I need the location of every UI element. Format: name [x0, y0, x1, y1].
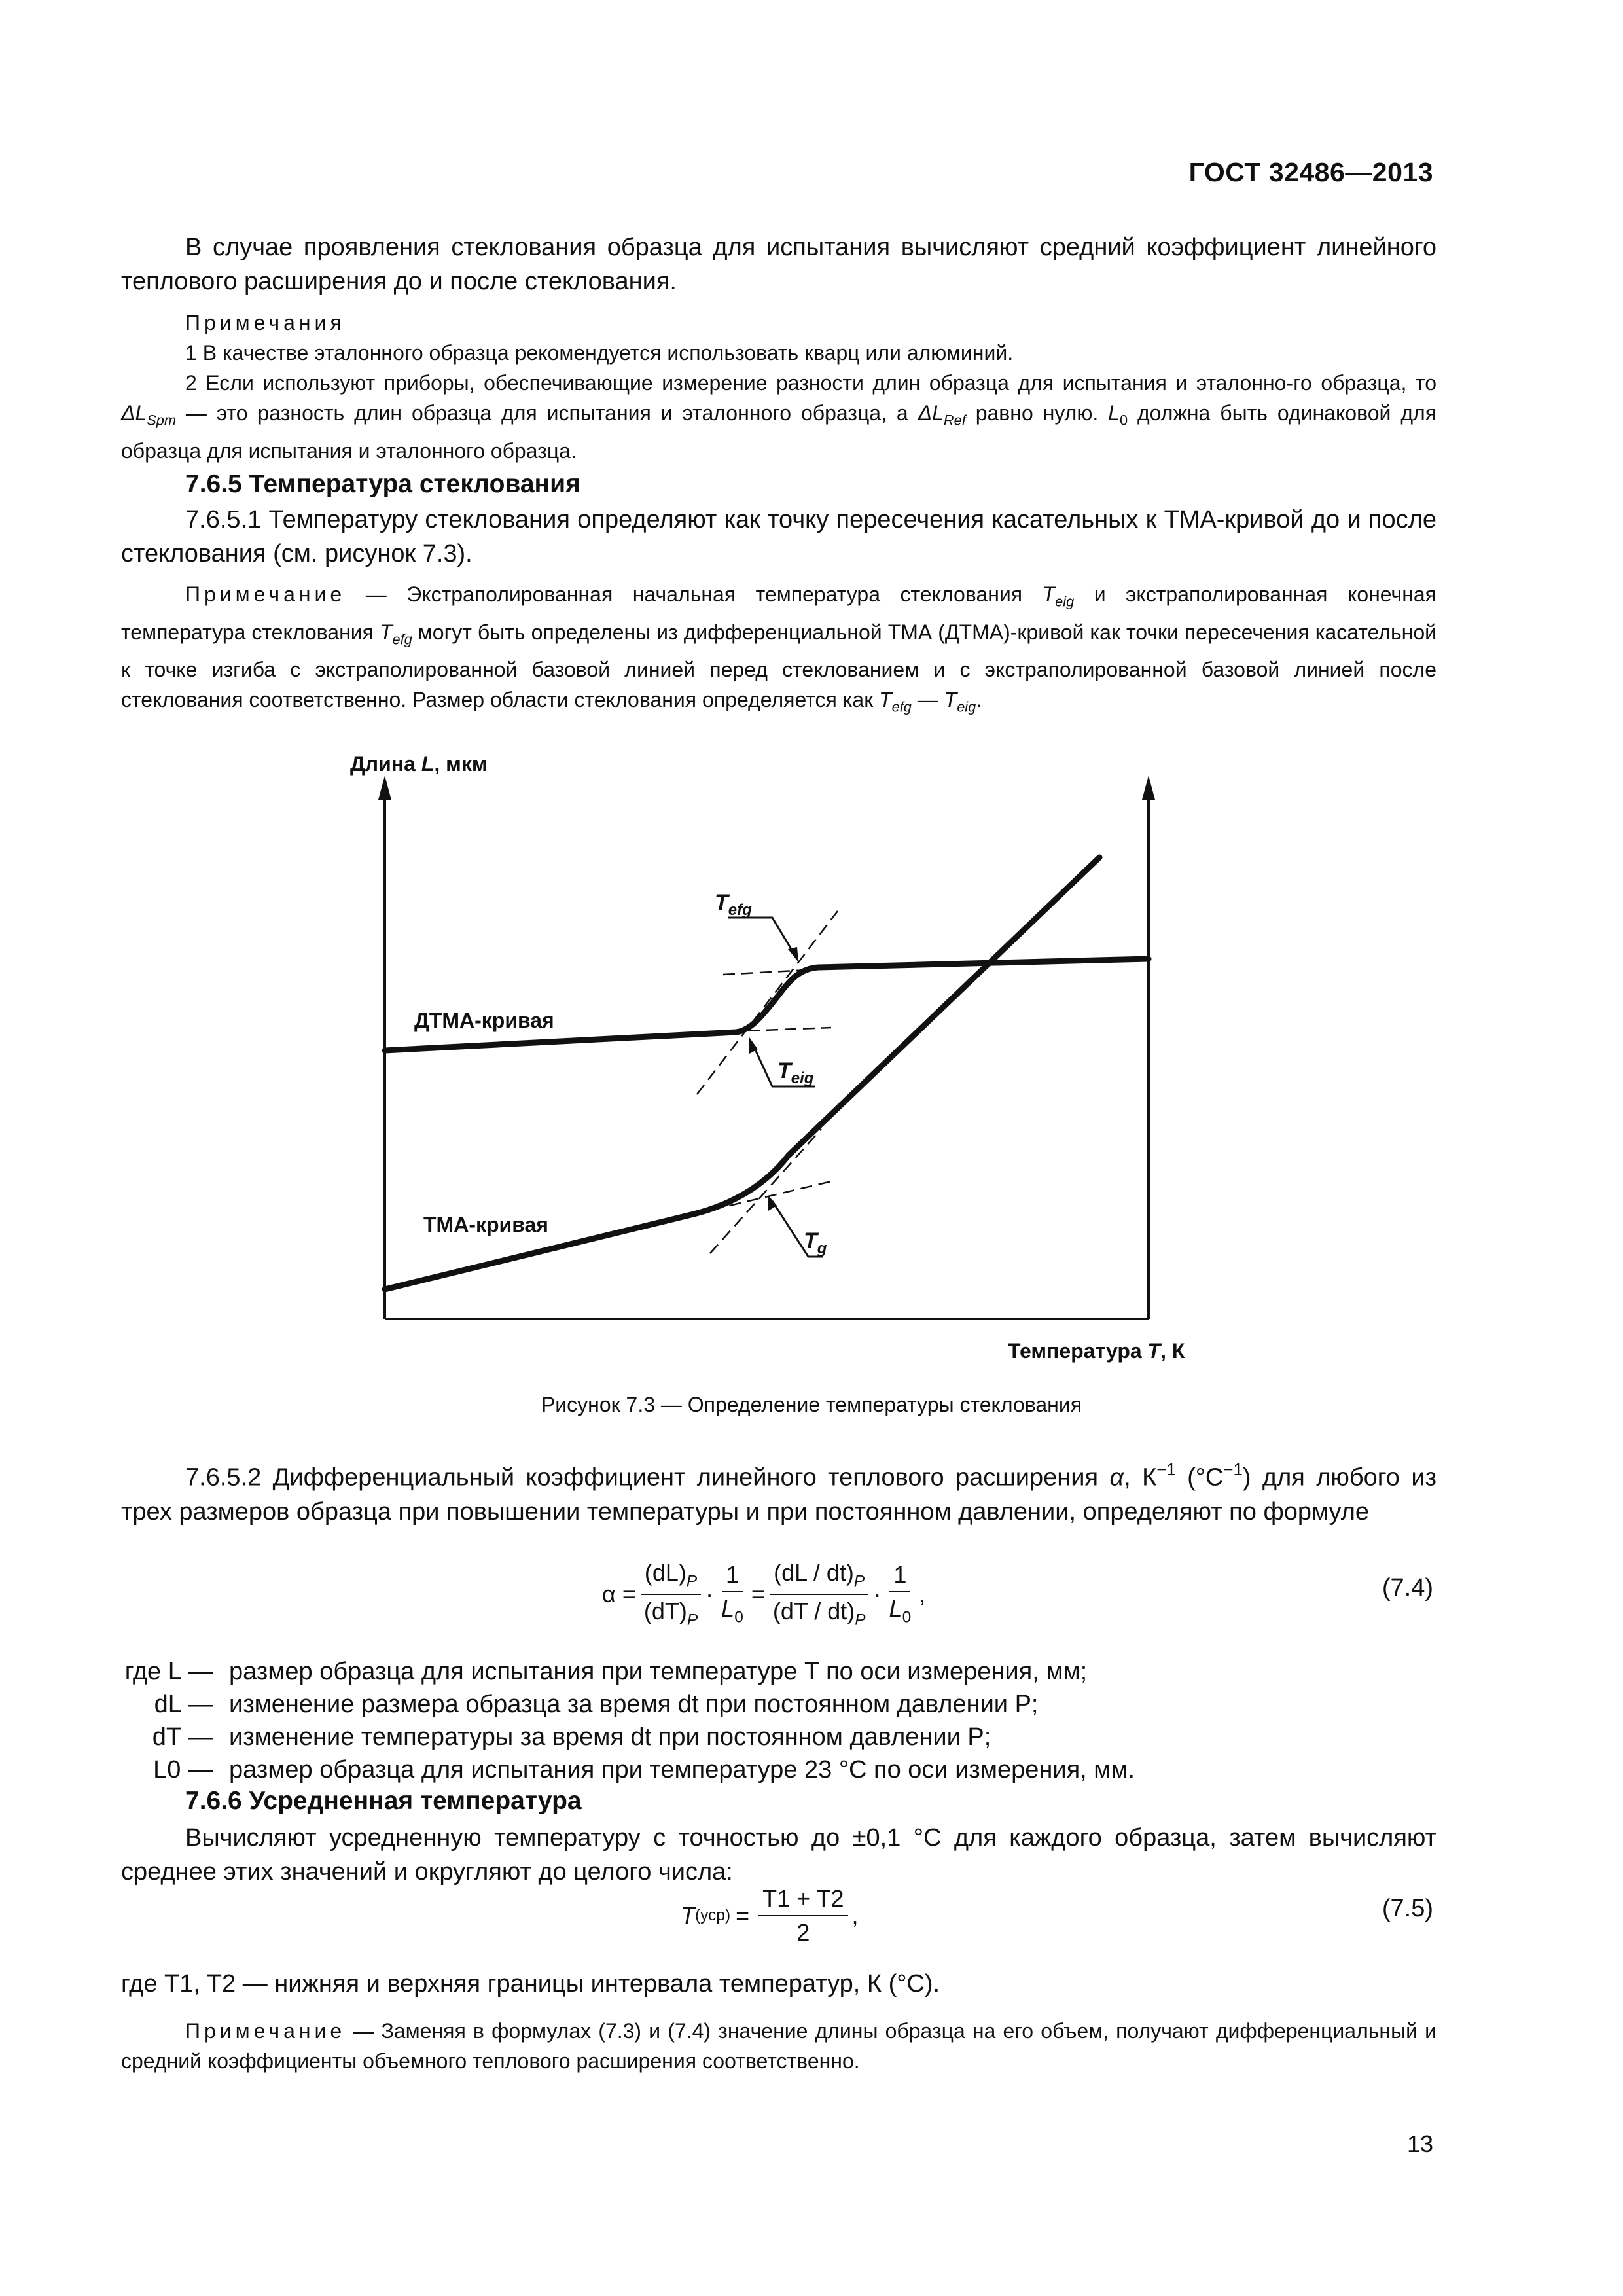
note-2: 2 Если используют приборы, обеспечивающие измерение разности длин образца для испытания и эталонно-го образца, то $\Delta L_{Spm}$ — это разность длин образца для испытания и эталонного образца, а $\Delta L_{Ref}$ равно нулю. $L_0$ должна быть одинаковой для образца для испытания и эталонного образца.: [121, 371, 1437, 463]
intro-paragraph: В случае проявления стеклования образца для испытания вычисляют средний коэффициент линейного теплового расширения до и после стеклования.: [121, 234, 1436, 295]
definition-symbol: dL —: [154, 1691, 213, 1718]
section-heading-7-6-5: 7.6.5 Температура стеклования: [185, 470, 580, 498]
fraction-dLdt-dTdt: $\frac{(dL / dt)_P}{(dT / dt)_P}$: [769, 1559, 870, 1629]
definition-row: [121, 1689, 1436, 1720]
tefg-arrow: [788, 947, 798, 962]
note-volume-expansion: Примечание — Заменяя в формулах (7.3) и (7.4) значение длины образца на его объем, получают дифференциальный и средний коэффициенты объемного теплового расширения соответственно.: [121, 2019, 1436, 2073]
section-heading-7-6-6: 7.6.6 Усредненная температура: [185, 1787, 582, 1815]
formula-7-5: T (уср) = $\frac{T1 + T2}{2}$ ,: [681, 1885, 859, 1946]
fraction-1-L0: $\frac{1}{L_0}$: [721, 1561, 743, 1626]
tg-label: $T_g$: [804, 1229, 827, 1257]
definition-symbol: L0 —: [153, 1756, 213, 1784]
paragraph-7-6-5-1: 7.6.5.1 Температуру стеклования определяют как точку пересечения касательных к ТМА-кривой до и после стеклования (см. рисунок 7.3).: [121, 506, 1436, 567]
notes-title: Примечания: [185, 311, 346, 334]
y-axis-label: Длина L, мкм: [350, 752, 488, 776]
tefg-label: $T_{efg}$: [715, 890, 752, 919]
definition-text: изменение температуры за время dt при постоянном давлении P;: [229, 1723, 991, 1751]
definition-symbol: где L —: [124, 1658, 213, 1685]
paragraph-7-6-5-2: 7.6.5.2 Дифференциальный коэффициент линейного теплового расширения α, $К^{-1}$ $(^\circ С^{-1})$ для любого из трех размеров образца при повышении температуры и при постоянном давлении, определяют по формуле: [121, 1461, 1436, 1526]
formula-7-4: α = $\frac{(dL)_P}{(dT)_P}$ · $\frac{1}{L_0}$ = $\frac{(dL / dt)_P}{(dT / dt)_P}$ · $\frac{1}{L_0}$ ,: [602, 1559, 926, 1629]
dtma-base-after: [723, 969, 831, 975]
paragraph-7-6-6: Вычисляют усредненную температуру с точностью до ±0,1 °С для каждого образца, затем вычисляют среднее этих значений и округляют до целого числа:: [121, 1824, 1436, 1886]
teig-label: $T_{eig}$: [777, 1058, 814, 1087]
fraction-1-L0-second: $\frac{1}{L_0}$: [889, 1561, 912, 1626]
equation-number-7-4: (7.4): [1382, 1574, 1433, 1602]
definition-text: изменение размера образца за время dt при постоянном давлении P;: [229, 1691, 1039, 1718]
tma-curve-label: ТМА-кривая: [423, 1213, 548, 1236]
tg-arrow: [768, 1194, 777, 1211]
fraction-dL-dT: $\frac{(dL)_P}{(dT)_P}$: [640, 1559, 702, 1629]
equation-number-7-5: (7.5): [1382, 1895, 1433, 1922]
definition-symbol: dT —: [152, 1723, 213, 1751]
figure-caption: Рисунок 7.3 — Определение температуры стеклования: [541, 1393, 1082, 1416]
y-axis-left-arrow: [378, 776, 391, 800]
note-glass-transition: Примечание — Экстраполированная начальная температура стеклования $T_{eig}$ и экстраполированная конечная температура стеклования $T_{efg}$ могут быть определены из дифференциальной ТМА (ДТМА)-кривой как точки пересечения касательной к точке изгиба с экстраполированной базовой линией перед стеклованием и с экстраполированной базовой линией после стеклования соответственно. Размер области стеклования определяется как $T_{efg}$ — $T_{eig}$.: [121, 583, 1437, 715]
dtma-curve-label: ДТМА-кривая: [414, 1009, 554, 1032]
dtma-inflection-tangent: [697, 911, 838, 1094]
y-axis-right-arrow: [1142, 776, 1155, 800]
tma-base-tangent: [694, 1181, 831, 1214]
definition-text: размер образца для испытания при температуре 23 °С по оси измерения, мм.: [229, 1756, 1135, 1784]
document-header: ГОСТ 32486—2013: [1188, 157, 1433, 187]
x-axis-label: Температура T, К: [1008, 1339, 1185, 1363]
where-t1-t2: где T1, T2 — нижняя и верхняя границы интервала температур, К (°С).: [121, 1970, 940, 1998]
page-number: 13: [1406, 2130, 1433, 2157]
definition-row: [121, 1754, 1436, 1785]
definition-row: [121, 1656, 1436, 1687]
definition-row: [121, 1721, 1436, 1753]
formula-alpha: α =: [602, 1580, 636, 1607]
tefg-leader: [728, 918, 795, 956]
definition-text: размер образца для испытания при температуре T по оси измерения, мм;: [229, 1658, 1088, 1685]
note-1: 1 В качестве эталонного образца рекомендуется использовать кварц или алюминий.: [185, 341, 1014, 365]
fraction-t1-t2: $\frac{T1 + T2}{2}$: [758, 1885, 847, 1946]
